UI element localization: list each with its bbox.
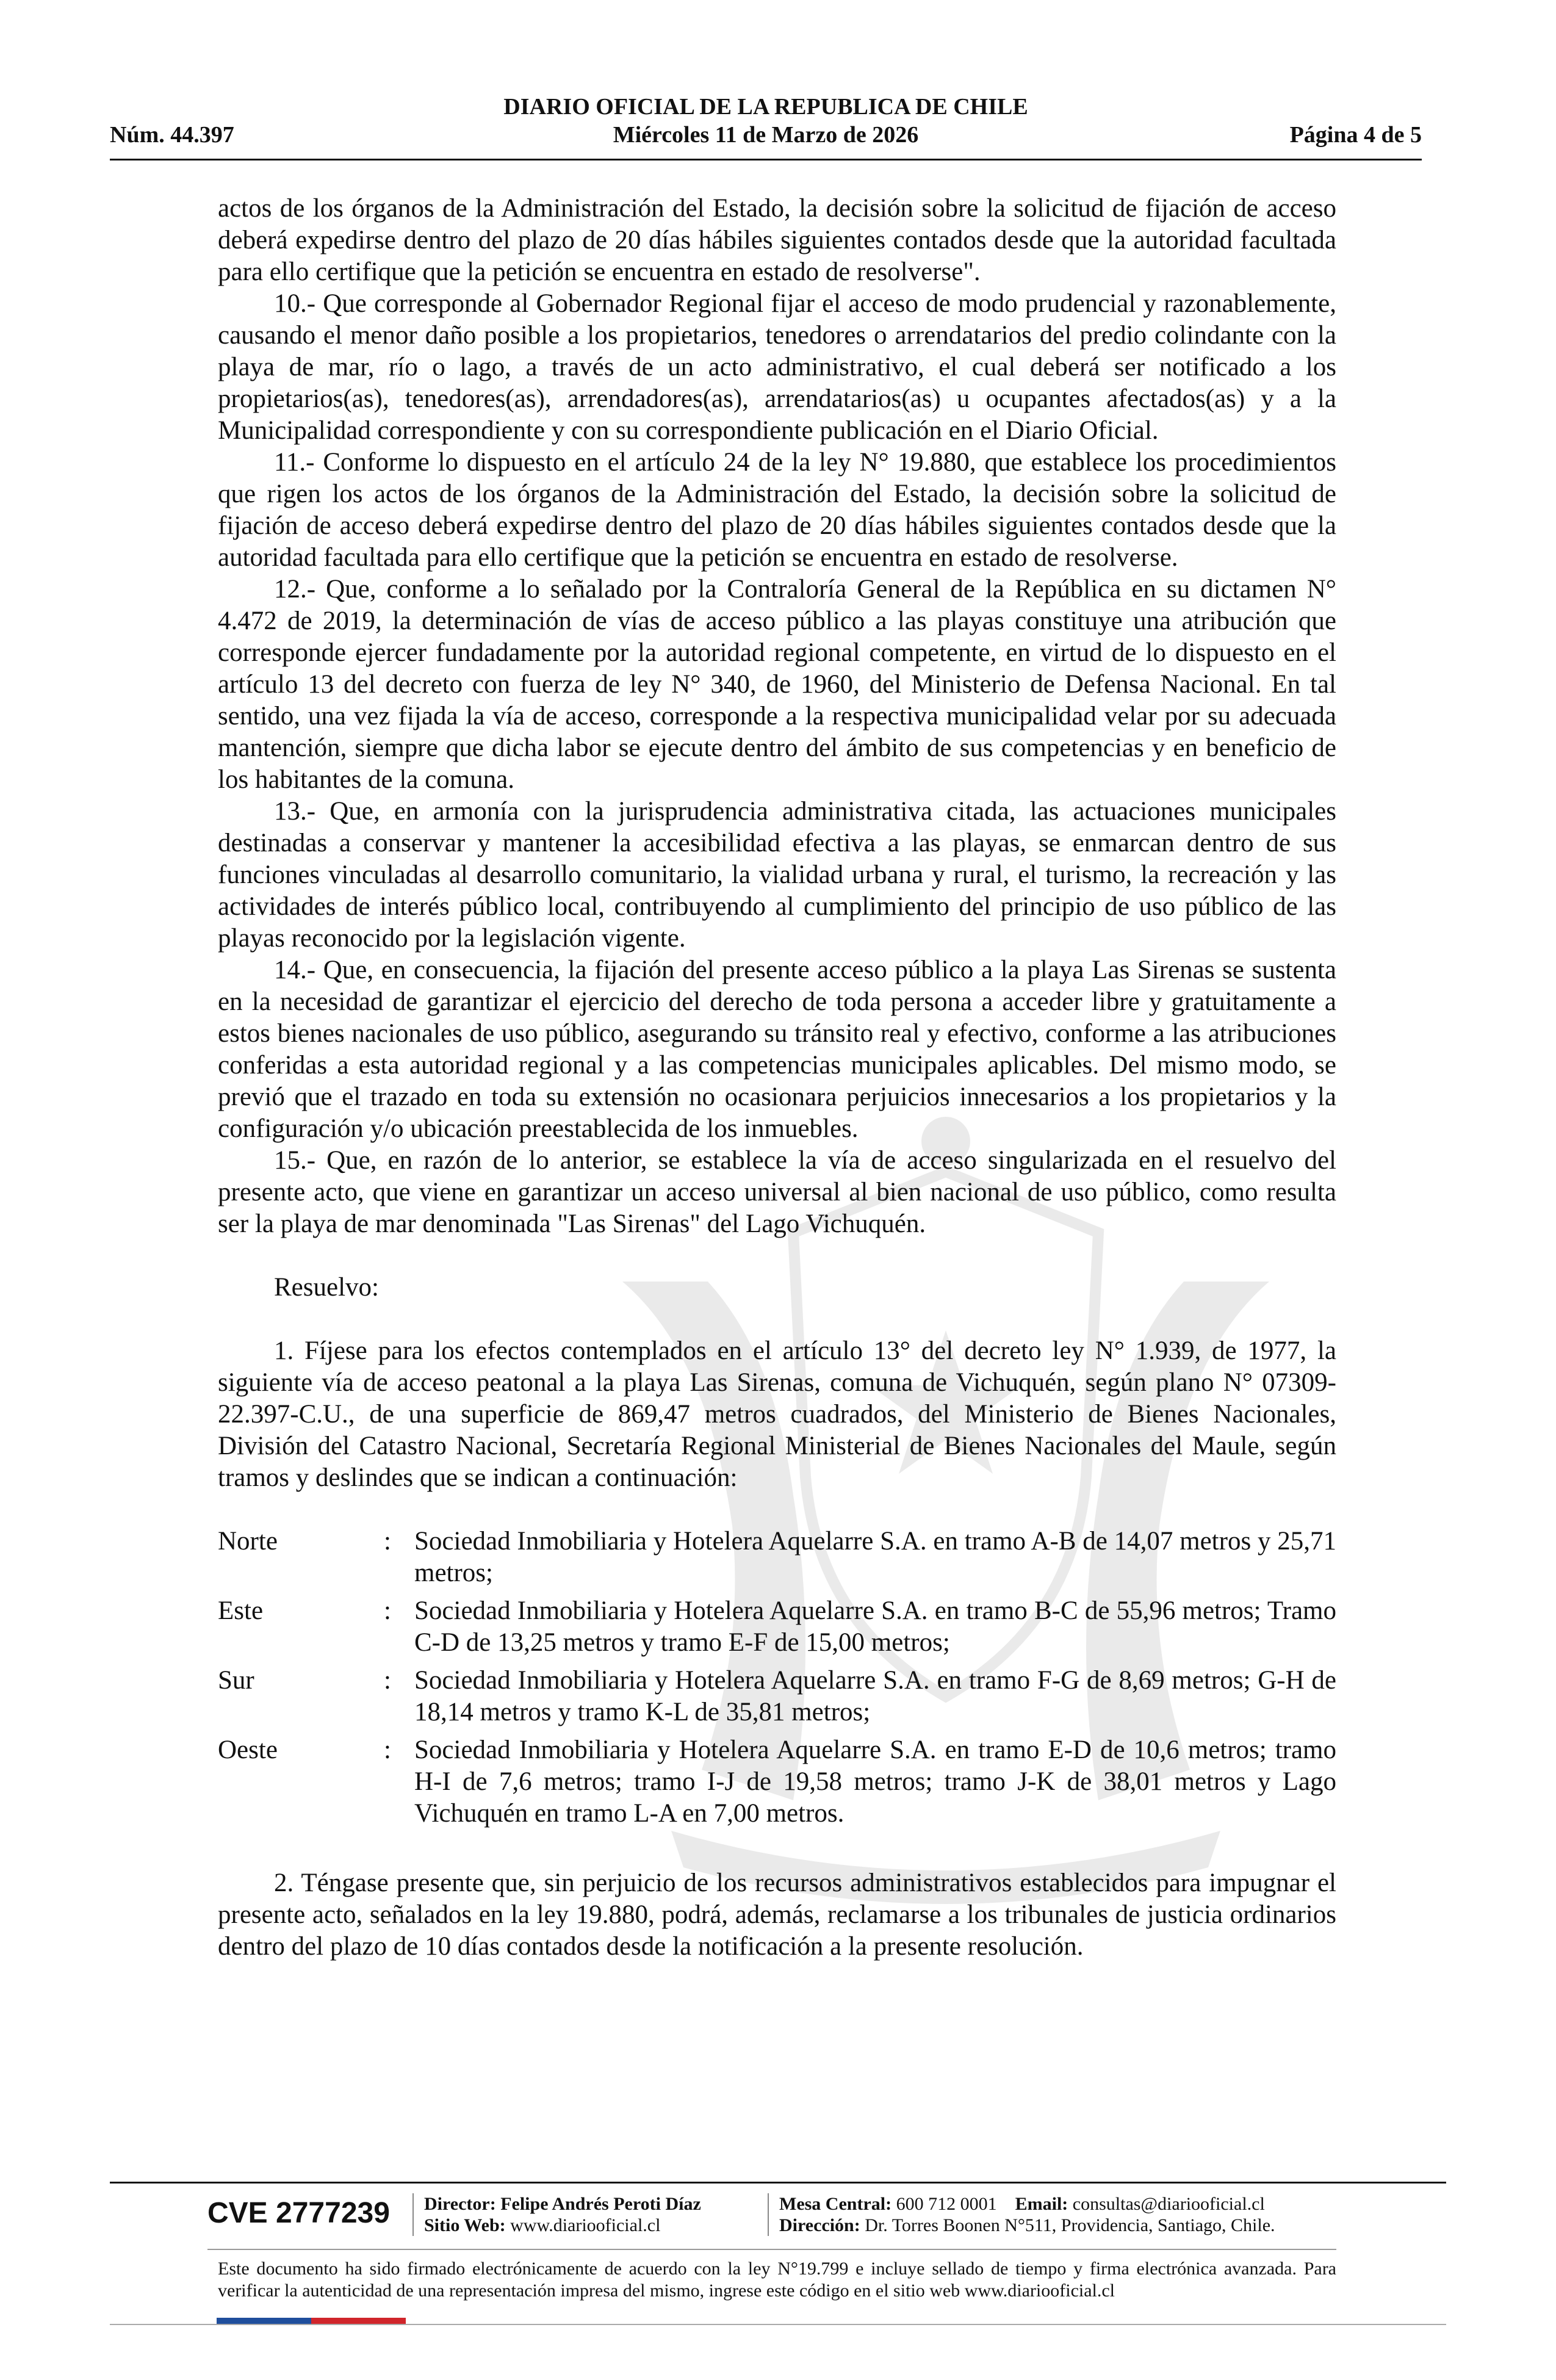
boundary-row (218, 1595, 1336, 1665)
page-number: Página 4 de 5 (1289, 122, 1422, 148)
boundary-description: Sociedad Inmobiliaria y Hotelera Aquelarre S.A. en tramo A-B de 14,07 metros y 25,71 metros; (414, 1527, 1336, 1587)
boundary-description: Sociedad Inmobiliaria y Hotelera Aquelarre S.A. en tramo F-G de 8,69 metros; G-H de 18,14 metros y tramo K-L de 35,81 metros; (414, 1666, 1336, 1726)
paragraph-13: 13.- Que, en armonía con la jurisprudencia administrativa citada, las actuaciones municipales destinadas a conservar y mantener la accesibilidad efectiva a las playas, se enmarcan dentro de sus funciones vinculadas al desarrollo comunitario, la vialidad urbana y rural, el turismo, la recreación y las actividades de interés público local, contribuyendo al cumplimiento del principio de uso público de las playas reconocido por la legislación vigente. (218, 797, 1336, 953)
paragraph-10: 10.- Que corresponde al Gobernador Regional fijar el acceso de modo prudencial y razonablemente, causando el menor daño posible a los propietarios, tenedores o arrendatarios del predio colindante con la playa de mar, río o lago, a través de un acto administrativo, el cual deberá ser notificado a los propietarios(as), tenedores(as), arrendadores(as), arrendatarios(as) u ocupantes afectados(as) y a la Municipalidad correspondiente y con su correspondiente publicación en el Diario Oficial. (218, 289, 1336, 445)
email-link[interactable]: consultas@diariooficial.cl (1072, 2194, 1265, 2214)
footer-contact-block (779, 2193, 1275, 2236)
boundary-row (218, 1734, 1336, 1836)
bottom-divider (110, 2324, 1446, 2325)
boundary-side: Norte (218, 1527, 278, 1556)
paragraph-12: 12.- Que, conforme a lo señalado por la Contraloría General de la República en su dictamen N° 4.472 de 2019, la determinación de vías de acceso público a las playas constituye una atribución que corresponde ejercer fundadamente por la autoridad regional competente, en virtud de lo dispuesto en el artículo 13 del decreto con fuerza de ley N° 340, de 1960, del Ministerio de Defensa Nacional. En tal sentido, una vez fijada la vía de acceso, corresponde a la respectiva municipalidad velar por su adecuada mantención, siempre que dicha labor se ejecute dentro del ámbito de sus competencias y en beneficio de los habitantes de la comuna. (218, 575, 1336, 794)
document-body (218, 193, 1336, 1963)
footer-divider (110, 2182, 1446, 2183)
boundary-side: Sur (218, 1666, 254, 1695)
footer-director-block (424, 2193, 701, 2236)
director-label: Director: (424, 2194, 496, 2214)
boundary-colon: : (384, 1736, 391, 1764)
boundary-row (218, 1665, 1336, 1734)
resuelvo-heading: Resuelvo: (274, 1273, 379, 1302)
footer-divider-secondary (207, 2249, 1336, 2250)
paragraph-continuation: actos de los órganos de la Administración del Estado, la decisión sobre la solicitud de fijación de acceso deberá expedirse dentro del plazo de 20 días hábiles siguientes contados desde que la autoridad facultada para ello certifique que la petición se encuentra en estado de resolverse". (218, 194, 1336, 286)
boundary-description: Sociedad Inmobiliaria y Hotelera Aquelarre S.A. en tramo E-D de 10,6 metros; tramo H-I de 7,6 metros; tramo I-J de 19,58 metros; tramo J-K de 38,01 metros y Lago Vichuquén en tramo L-A en 7,00 metros. (414, 1736, 1336, 1828)
paragraph-15: 15.- Que, en razón de lo anterior, se establece la vía de acceso singularizada en el resuelvo del presente acto, que viene en garantizar un acceso universal al bien nacional de uso público, como resulta ser la playa de mar denominada "Las Sirenas" del Lago Vichuquén. (218, 1146, 1336, 1238)
address-label: Dirección: (779, 2215, 860, 2235)
resolution-item-2: 2. Téngase presente que, sin perjuicio de los recursos administrativos establecidos para impugnar el presente acto, señalados en la ley 19.880, podrá, además, reclamarse a los tribunales de justicia ordinarios dentro del plazo de 10 días contados desde la notificación a la presente resolución. (218, 1869, 1336, 1961)
boundary-side: Oeste (218, 1736, 278, 1764)
director-name: Felipe Andrés Peroti Díaz (500, 2194, 701, 2214)
resolution-item-1: 1. Fíjese para los efectos contemplados en el artículo 13° del decreto ley N° 1.939, de 1977, la siguiente vía de acceso peatonal a la playa Las Sirenas, comuna de Vichuquén, según plano N° 07309-22.397-C.U., de una superficie de 869,47 metros cuadrados, del Ministerio de Bienes Nacionales, División del Catastro Nacional, Secretaría Regional Ministerial de Bienes Nacionales del Maule, según tramos y deslindes que se indican a continuación: (218, 1336, 1336, 1492)
page-header (110, 93, 1422, 160)
paragraph-14: 14.- Que, en consecuencia, la fijación del presente acceso público a la playa Las Sirenas se sustenta en la necesidad de garantizar el ejercicio del derecho de toda persona a acceder libre y gratuitamente a estos bienes nacionales de uso público, asegurando su tránsito real y efectivo, conforme a las atribuciones conferidas a esta autoridad regional y a las competencias municipales aplicables. Del mismo modo, se previó que el trazado en toda su extensión no ocasionara perjuicios innecesarios a los propietarios y la configuración y/o ubicación preestablecida de los inmuebles. (218, 956, 1336, 1143)
website-label: Sitio Web: (424, 2215, 506, 2235)
footer-separator (768, 2193, 769, 2236)
mesa-central-phone: 600 712 0001 (896, 2194, 997, 2214)
boundary-colon: : (384, 1596, 391, 1625)
chilean-flag-stripe (217, 2318, 406, 2324)
issue-number: Núm. 44.397 (110, 122, 234, 148)
electronic-signature-notice: Este documento ha sido firmado electrónicamente de acuerdo con la ley N°19.799 e incluye sellado de tiempo y firma electrónica avanzada. Para verificar la autenticidad de una representación impresa del mismo, ingrese este código en el sitio web www.diariooficial.cl (218, 2259, 1336, 2301)
cve-code: CVE 2777239 (207, 2197, 390, 2229)
paragraph-11: 11.- Conforme lo dispuesto en el artículo 24 de la ley N° 19.880, que establece los procedimientos que rigen los actos de los órganos de la Administración del Estado, la decisión sobre la solicitud de fijación de acceso deberá expedirse dentro del plazo de 20 días hábiles siguientes contados desde que la autoridad facultada para ello certifique que la petición se encuentra en estado de resolverse. (218, 448, 1336, 572)
boundary-side: Este (218, 1596, 264, 1625)
newspaper-title: DIARIO OFICIAL DE LA REPUBLICA DE CHILE (503, 94, 1028, 120)
boundary-colon: : (384, 1527, 391, 1556)
boundaries-table (218, 1526, 1336, 1836)
flag-red-segment (311, 2318, 406, 2324)
website-link[interactable]: www.diariooficial.cl (510, 2215, 661, 2235)
flag-blue-segment (217, 2318, 311, 2324)
footer-separator (412, 2193, 414, 2236)
boundary-row (218, 1526, 1336, 1595)
boundary-colon: : (384, 1666, 391, 1695)
mesa-central-label: Mesa Central: (779, 2194, 892, 2214)
address-value: Dr. Torres Boonen N°511, Providencia, Santiago, Chile. (865, 2215, 1275, 2235)
issue-date: Miércoles 11 de Marzo de 2026 (613, 122, 919, 148)
email-label: Email: (1015, 2194, 1068, 2214)
boundary-description: Sociedad Inmobiliaria y Hotelera Aquelarre S.A. en tramo B-C de 55,96 metros; Tramo C-D de 13,25 metros y tramo E-F de 15,00 metros; (414, 1596, 1336, 1657)
